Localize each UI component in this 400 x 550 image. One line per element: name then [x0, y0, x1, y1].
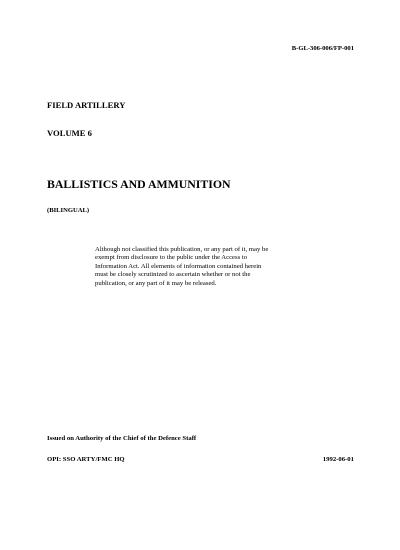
- issue-date: 1992-06-01: [322, 456, 354, 463]
- document-code: B-GL-306-006/FP-001: [291, 45, 354, 52]
- series-heading: FIELD ARTILLERY: [47, 100, 126, 110]
- volume-heading: VOLUME 6: [47, 128, 92, 138]
- opi-label: OPI: SSO ARTY/FMC HQ: [47, 456, 125, 463]
- authority-statement: Issued on Authority of the Chief of the Defence Staff: [47, 435, 197, 442]
- notice-line: publication, or any part of it may be released.: [95, 279, 217, 287]
- notice-line: Information Act. All elements of information contained herein: [95, 262, 262, 270]
- notice-line: Although not classified this publication, or any part of it, may be: [95, 246, 269, 253]
- notice-line: must be closely scrutinized to ascertain whether or not the: [95, 271, 251, 279]
- opi-row: [47, 456, 354, 463]
- subtitle: (BILINGUAL): [47, 207, 90, 214]
- access-notice: [95, 246, 325, 288]
- page-title: BALLISTICS AND AMMUNITION: [47, 177, 231, 191]
- notice-line: exempt from disclosure to the public under the Access to: [95, 254, 248, 262]
